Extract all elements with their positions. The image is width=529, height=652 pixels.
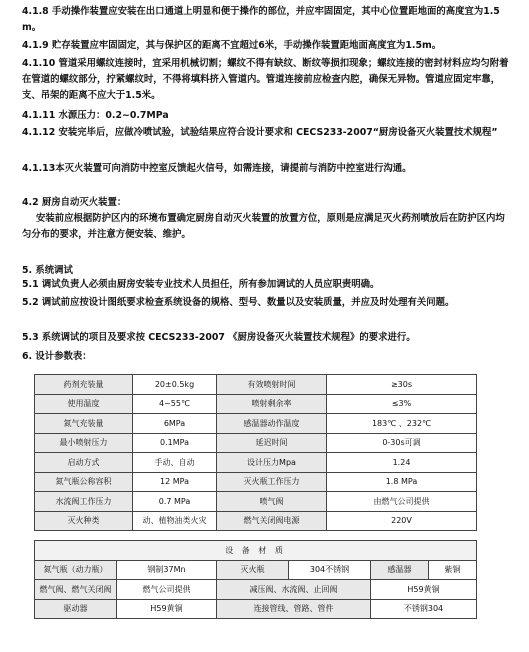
parameter-label: 燃气关闭阀电源	[217, 511, 327, 531]
paragraph-4-1-8: 4.1.8 手动操作装置应安装在出口通道上明显和便于操作的部位，并应牢固固定，其中心位置距地面的高度宜为1.5 m。	[22, 6, 500, 33]
table-row	[35, 433, 477, 453]
material-value: H59黄铜	[371, 580, 477, 600]
table-row	[35, 394, 477, 414]
table-row	[35, 560, 477, 580]
parameter-label: 灭火瓶工作压力	[217, 472, 327, 492]
paragraph-4-2: 安装前应根据防护区内的环境布置确定厨房自动灭火装置的放置方位，原则是应满足灭火药剂喷放后在防护区内均匀分布的要求，并注意方便安装、维护。	[22, 213, 505, 240]
material-value: 不锈钢304	[371, 599, 477, 619]
parameter-value: 6MPa	[133, 414, 217, 434]
parameter-value: 0-30s可调	[327, 433, 477, 453]
parameter-label: 水流阀工作压力	[35, 492, 133, 512]
parameter-value: ≥30s	[327, 375, 477, 395]
paragraph-4-1-11: 4.1.11 水源压力：0.2~0.7MPa	[22, 110, 169, 121]
paragraph-4-1-12: 4.1.12 安装完毕后，应做冷喷试验，试验结果应符合设计要求和 CECS233-2007“厨房设备灭火装置技术规程”	[22, 127, 498, 138]
parameter-label: 最小喷射压力	[35, 433, 133, 453]
material-value: 紫铜	[429, 560, 477, 580]
parameter-label: 使用温度	[35, 394, 133, 414]
table-row	[35, 414, 477, 434]
material-value: 燃气公司提供	[117, 580, 217, 600]
material-value: 钢制37Mn	[117, 560, 217, 580]
table-row	[35, 580, 477, 600]
table-row	[35, 492, 477, 512]
parameter-value: 4~55℃	[133, 394, 217, 414]
material-label: 灭火瓶	[217, 560, 289, 580]
parameter-value: ≤3%	[327, 394, 477, 414]
parameter-label: 药剂充装量	[35, 375, 133, 395]
parameter-value: 183℃ 、232℃	[327, 414, 477, 434]
paragraph-4-1-13: 4.1.13本灭火装置可向消防中控室反馈起火信号，如需连接，请提前与消防中控室进行沟通。	[22, 163, 412, 174]
material-label: 减压阀、水流阀、止回阀	[217, 580, 371, 600]
table-row	[35, 599, 477, 619]
material-label: 感温器	[371, 560, 429, 580]
materials-table	[34, 540, 477, 619]
material-label: 驱动器	[35, 599, 117, 619]
parameter-label: 喷射剩余率	[217, 394, 327, 414]
parameter-value: 12 MPa	[133, 472, 217, 492]
parameter-label: 喷气阀	[217, 492, 327, 512]
materials-title: 设 备 材 质	[35, 541, 477, 561]
parameter-label: 氮气充装量	[35, 414, 133, 434]
section-heading-4-2: 4.2 厨房自动灭火装置：	[22, 197, 127, 208]
parameter-value: 0.7 MPa	[133, 492, 217, 512]
parameter-value: 0.1MPa	[133, 433, 217, 453]
parameter-label: 氮气瓶公称容积	[35, 472, 133, 492]
paragraph-5-1: 5.1 调试负责人必须由厨房安装专业技术人员担任，所有参加调试的人员应职责明确。	[22, 279, 380, 290]
paragraph-4-1-9: 4.1.9 贮存装置应牢固固定，其与保护区的距离不宜超过6米，手动操作装置距地面高度宜为1.5m。	[22, 40, 442, 51]
parameter-label: 有效喷射时间	[217, 375, 327, 395]
parameter-value: 220V	[327, 511, 477, 531]
parameter-value: 动、植物油类火灾	[133, 511, 217, 531]
parameter-label: 感温器动作温度	[217, 414, 327, 434]
section-heading-6: 6. 设计参数表：	[22, 351, 92, 362]
table-row	[35, 453, 477, 473]
parameter-label: 延迟时间	[217, 433, 327, 453]
table-row	[35, 511, 477, 531]
parameter-label: 灭火种类	[35, 511, 133, 531]
table-row	[35, 472, 477, 492]
material-label: 燃气阀、燃气关闭阀	[35, 580, 117, 600]
parameter-value: 手动、自动	[133, 453, 217, 473]
material-label: 连接管线、管路、管件	[217, 599, 371, 619]
table-row	[35, 375, 477, 395]
parameter-label: 启动方式	[35, 453, 133, 473]
material-value: 304不锈钢	[289, 560, 371, 580]
parameter-value: 20±0.5kg	[133, 375, 217, 395]
material-label: 氮气瓶（动力瓶）	[35, 560, 117, 580]
parameter-label: 设计压力Mpa	[217, 453, 327, 473]
paragraph-5-2: 5.2 调试前应按设计图纸要求检查系统设备的规格、型号、数量以及安装质量，并应及时处理有关问题。	[22, 297, 455, 308]
design-parameter-table	[34, 374, 477, 531]
parameter-value: 1.8 MPa	[327, 472, 477, 492]
paragraph-4-1-10: 4.1.10 管道采用螺纹连接时，宜采用机械切割；螺纹不得有缺纹、断纹等损扣现象；螺纹连接的密封材料应均匀附着在管道的螺纹部分，拧紧螺纹时，不得将填料挤入管道内。管道连接前应检查内腔，确保无异物。管道应固定牢靠，支、吊架的距离不应大于1.5米。	[22, 58, 509, 101]
parameter-value: 由燃气公司提供	[327, 492, 477, 512]
section-heading-5: 5. 系统调试	[22, 265, 73, 276]
material-value: H59黄铜	[117, 599, 217, 619]
parameter-value: 1.24	[327, 453, 477, 473]
paragraph-5-3: 5.3 系统调试的项目及要求按 CECS233-2007 《厨房设备灭火装置技术规程》的要求进行。	[22, 332, 416, 343]
